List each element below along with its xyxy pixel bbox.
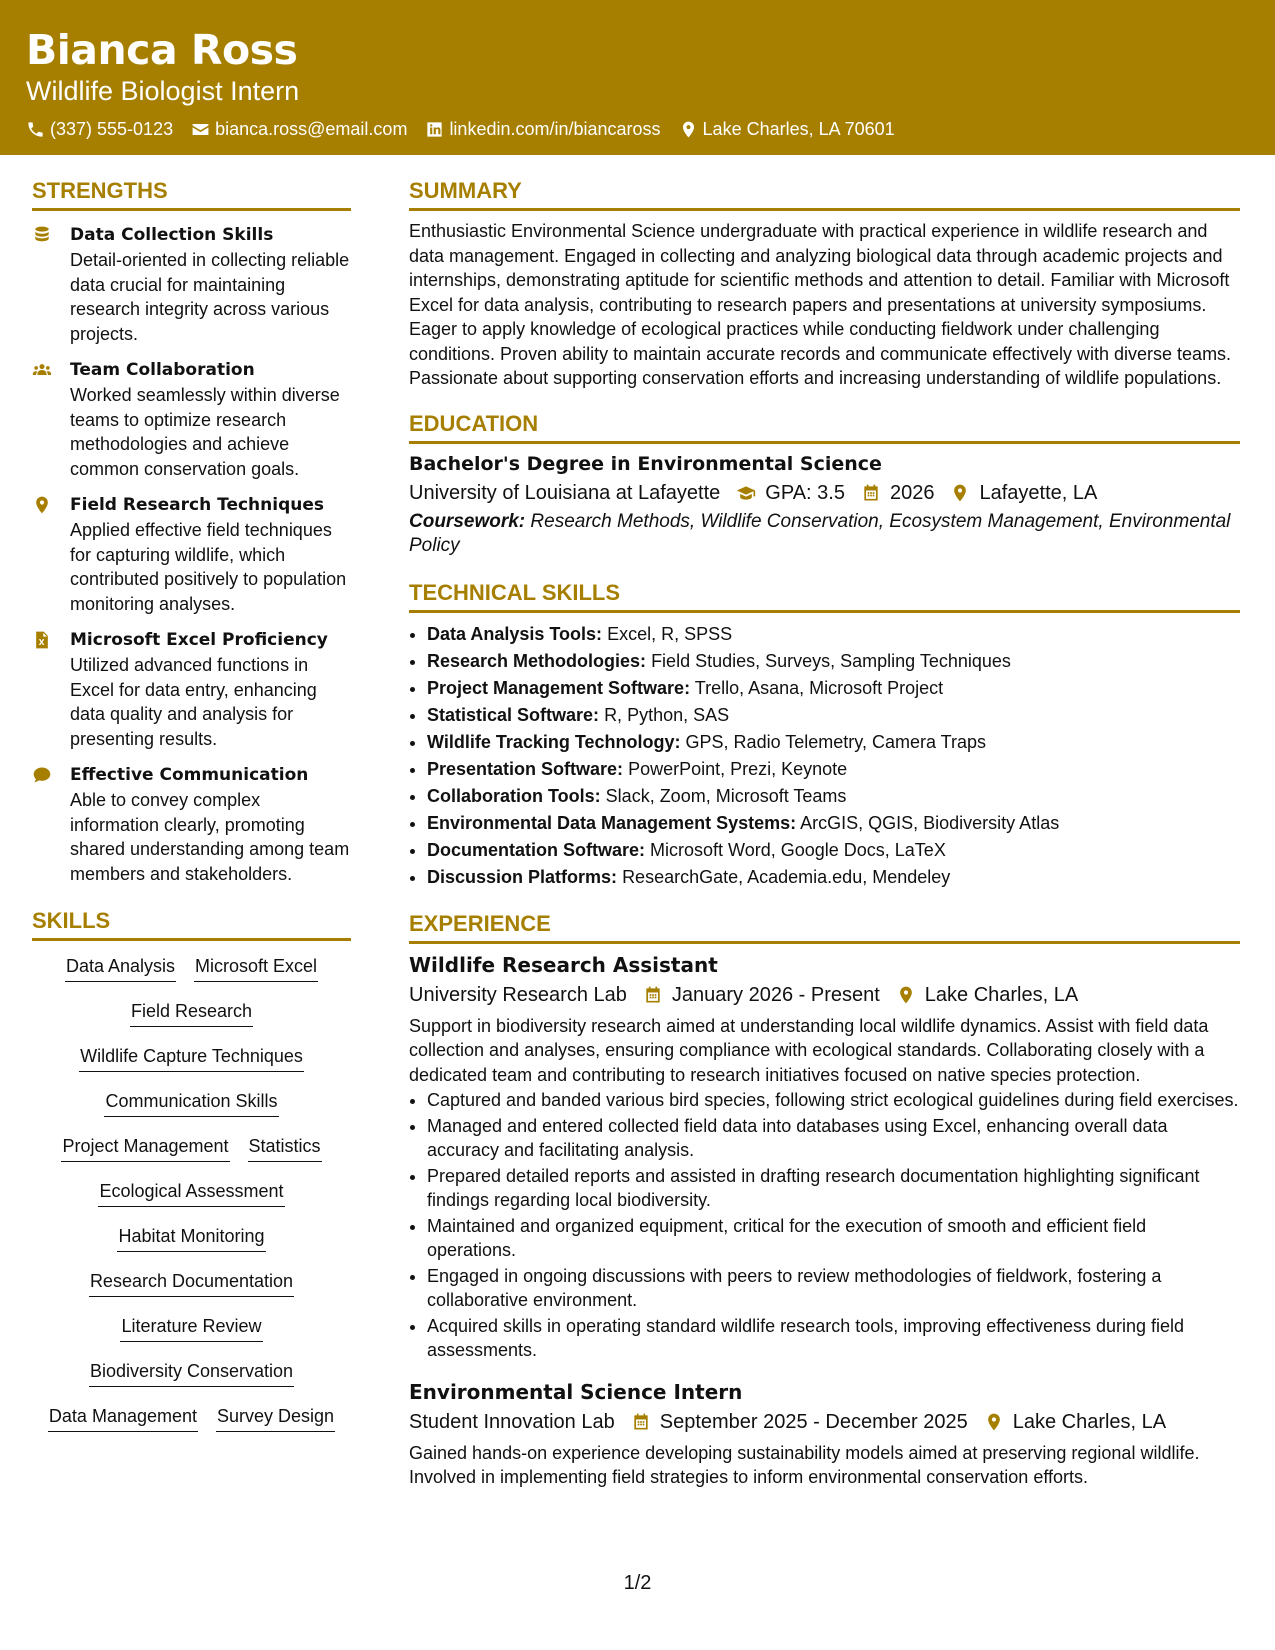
skill-tag: Habitat Monitoring (117, 1223, 265, 1252)
contact-location (679, 118, 895, 140)
excel-file-icon (32, 630, 52, 650)
skills-list (32, 941, 351, 1448)
skill-label: Data Analysis Tools: (427, 623, 603, 644)
technical-skills-heading: TECHNICAL SKILLS (409, 578, 1240, 613)
job-dates (643, 980, 880, 1010)
map-pin-icon (896, 985, 916, 1005)
skill-tag: Statistics (248, 1133, 322, 1162)
skill-label: Environmental Data Management Systems: (427, 812, 797, 833)
strengths-list (32, 223, 351, 886)
skill-tag: Field Research (130, 998, 253, 1027)
summary-section (409, 176, 1240, 391)
job-bullet: • Engaged in ongoing discussions with peers to review methodologies of fieldwork, fostering a collaborative environment. (427, 1264, 1240, 1313)
strength-title: Field Research Techniques (70, 495, 325, 515)
job-location-text: Lake Charles, LA (1012, 1410, 1167, 1433)
right-column (409, 176, 1240, 1490)
skill-label: Documentation Software: (427, 839, 646, 860)
strength-item (32, 493, 351, 616)
technical-skill-item (427, 675, 1240, 702)
experience-section (409, 909, 1240, 1490)
coursework (409, 510, 1240, 558)
job-location (984, 1407, 1166, 1437)
skill-value: Excel, R, SPSS (607, 623, 733, 644)
email-text[interactable]: bianca.ross@email.com (215, 119, 408, 139)
calendar-icon (861, 483, 881, 503)
contact-phone (26, 118, 173, 140)
candidate-name: Bianca Ross (26, 26, 298, 74)
skill-label: Project Management Software: (427, 677, 691, 698)
skills-heading: SKILLS (32, 906, 351, 941)
contact-email[interactable] (191, 118, 407, 140)
job-description: Gained hands-on experience developing sustainability models aimed at preserving regional wildlife. Involved in implementing field strategies to inform environmental conservation efforts. (409, 1442, 1200, 1487)
job-entry (409, 1377, 1240, 1490)
degree-title: Bachelor's Degree in Environmental Science (409, 452, 882, 475)
linkedin-text[interactable]: linkedin.com/in/biancaross (449, 119, 661, 139)
technical-skill-item (427, 702, 1240, 729)
map-pin-icon (984, 1412, 1004, 1432)
contact-linkedin[interactable] (425, 118, 660, 140)
calendar-icon (643, 985, 663, 1005)
job-dates-text: September 2025 - December 2025 (659, 1410, 968, 1433)
strength-description: Applied effective field techniques for capturing wildlife, which contributed positively to population monitoring analyses. (70, 520, 347, 614)
technical-skill-item (427, 729, 1240, 756)
contact-bar (26, 118, 1249, 140)
job-bullet: • Captured and banded various bird species, following strict ecological guidelines during field exercises. (427, 1088, 1240, 1113)
map-pin-icon (32, 495, 52, 515)
skill-tag: Wildlife Capture Techniques (79, 1043, 304, 1072)
skill-label: Presentation Software: (427, 758, 624, 779)
skill-value: Microsoft Word, Google Docs, LaTeX (650, 839, 946, 860)
linkedin-icon (425, 120, 444, 139)
technical-skill-item (427, 756, 1240, 783)
summary-heading: SUMMARY (409, 176, 1240, 211)
company-name (409, 1407, 615, 1437)
strength-title: Team Collaboration (70, 360, 255, 380)
job-title: Environmental Science Intern (409, 1379, 743, 1404)
strength-title: Effective Communication (70, 765, 309, 785)
job-title: Wildlife Research Assistant (409, 952, 718, 977)
phone-text: (337) 555-0123 (50, 119, 174, 139)
skill-label: Statistical Software: (427, 704, 600, 725)
technical-skill-item (427, 810, 1240, 837)
job-meta (409, 1407, 1240, 1437)
calendar-icon (631, 1412, 651, 1432)
strength-item (32, 223, 351, 346)
skill-value: Trello, Asana, Microsoft Project (694, 677, 944, 698)
skill-label: Collaboration Tools: (427, 785, 601, 806)
skill-tag: Literature Review (120, 1313, 262, 1342)
education-location (950, 478, 1097, 508)
job-meta (409, 980, 1240, 1010)
education-heading: EDUCATION (409, 409, 1240, 444)
graduation-cap-icon (736, 483, 756, 503)
skill-tag: Data Analysis (65, 953, 176, 982)
technical-skill-item (427, 864, 1240, 891)
users-icon (32, 360, 52, 380)
technical-skill-item (427, 837, 1240, 864)
company-name-text: University Research Lab (409, 983, 627, 1006)
year-text: 2026 (889, 481, 935, 504)
strength-description: Able to convey complex information clearly, promoting shared understanding among team members and stakeholders. (70, 790, 350, 884)
envelope-icon (191, 120, 210, 139)
experience-heading: EXPERIENCE (409, 909, 1240, 944)
skill-value: PowerPoint, Prezi, Keynote (628, 758, 848, 779)
gpa (736, 478, 845, 508)
job-bullet: • Prepared detailed reports and assisted in drafting research documentation highlighting significant findings regarding local biodiversity. (427, 1164, 1240, 1213)
skill-value: ResearchGate, Academia.edu, Mendeley (622, 866, 951, 887)
strength-item (32, 763, 351, 886)
strength-title: Data Collection Skills (70, 225, 274, 245)
database-icon (32, 225, 52, 245)
skill-tag: Project Management (61, 1133, 229, 1162)
gpa-text: GPA: 3.5 (765, 481, 845, 504)
skill-label: Wildlife Tracking Technology: (427, 731, 681, 752)
job-bullet: • Maintained and organized equipment, critical for the execution of smooth and efficient field operations. (427, 1214, 1240, 1263)
skills-section (32, 906, 351, 1448)
technical-skill-item (427, 648, 1240, 675)
company-name (409, 980, 627, 1010)
strength-description: Utilized advanced functions in Excel for data entry, enhancing data quality and analysis for presenting results. (70, 655, 317, 749)
phone-icon (26, 120, 45, 139)
skill-value: GPS, Radio Telemetry, Camera Traps (685, 731, 986, 752)
technical-skill-item (427, 621, 1240, 648)
skill-tag: Microsoft Excel (194, 953, 318, 982)
skill-value: ArcGIS, QGIS, Biodiversity Atlas (800, 812, 1060, 833)
strengths-section (32, 176, 351, 886)
company-name-text: Student Innovation Lab (409, 1410, 615, 1433)
skill-tag: Survey Design (216, 1403, 335, 1432)
strengths-heading: STRENGTHS (32, 176, 351, 211)
job-dates (631, 1407, 968, 1437)
strength-item (32, 628, 351, 751)
candidate-title: Wildlife Biologist Intern (26, 76, 300, 106)
skill-tag: Data Management (48, 1403, 198, 1432)
job-location (896, 980, 1078, 1010)
job-dates-text: January 2026 - Present (671, 983, 880, 1006)
job-entry (409, 950, 1240, 1363)
technical-skills-list (409, 621, 1240, 891)
job-bullet: • Acquired skills in operating standard wildlife research tools, improving effectiveness during field assessments. (427, 1314, 1240, 1363)
job-location-text: Lake Charles, LA (924, 983, 1079, 1006)
page-number: 1/2 (623, 1572, 652, 1594)
resume-header (0, 0, 1275, 155)
left-column (32, 176, 351, 1448)
education-location-text: Lafayette, LA (979, 481, 1098, 504)
technical-skills-section (409, 578, 1240, 891)
job-description: Support in biodiversity research aimed at understanding local wildlife dynamics. Assist with field data collection and analyses, ensuring compliance with ecological standards. Collaborating closely with a dedicated team and contributing to research initiatives focused on native species protection. (409, 1015, 1209, 1085)
skill-value: R, Python, SAS (604, 704, 730, 725)
skill-tag: Ecological Assessment (98, 1178, 284, 1207)
map-pin-icon (950, 483, 970, 503)
map-pin-icon (679, 120, 698, 139)
comment-icon (32, 765, 52, 785)
coursework-text: Research Methods, Wildlife Conservation, Ecosystem Management, Environmental Policy (409, 510, 1231, 556)
school-name (409, 478, 720, 508)
skill-label: Discussion Platforms: (427, 866, 618, 887)
strength-title: Microsoft Excel Proficiency (70, 630, 328, 650)
skill-tag: Research Documentation (89, 1268, 294, 1297)
strength-description: Detail-oriented in collecting reliable data crucial for maintaining research integrity across various projects. (70, 250, 350, 344)
skill-label: Research Methodologies: (427, 650, 647, 671)
education-meta (409, 478, 1240, 508)
education-section (409, 409, 1240, 558)
job-bullets (409, 1088, 1240, 1363)
summary-text: Enthusiastic Environmental Science undergraduate with practical experience in wildlife research and data management. Engaged in collecting and analyzing biological data through academic projects and internships, demonstrating aptitude for scientific methods and attention to detail. Familiar with Microsoft Excel for data analysis, contributing to research papers and presentations at university symposiums. Eager to apply knowledge of ecological practices while conducting fieldwork under challenging conditions. Proven ability to maintain accurate records and communicate effectively with diverse teams. Passionate about supporting conservation efforts and increasing understanding of wildlife populations. (409, 221, 1232, 388)
location-text: Lake Charles, LA 70601 (702, 119, 895, 139)
job-bullet: • Managed and entered collected field data into databases using Excel, enhancing overall data accuracy and facilitating analysis. (427, 1114, 1240, 1163)
technical-skill-item (427, 783, 1240, 810)
strength-item (32, 358, 351, 481)
school-name-text: University of Louisiana at Lafayette (409, 481, 721, 504)
skill-value: Field Studies, Surveys, Sampling Techniques (651, 650, 1011, 671)
skill-value: Slack, Zoom, Microsoft Teams (605, 785, 847, 806)
strength-description: Worked seamlessly within diverse teams to optimize research methodologies and achieve common conservation goals. (70, 385, 340, 479)
coursework-label: Coursework: (409, 510, 526, 532)
skill-tag: Communication Skills (104, 1088, 278, 1117)
graduation-year (861, 478, 935, 508)
skill-tag: Biodiversity Conservation (89, 1358, 294, 1387)
